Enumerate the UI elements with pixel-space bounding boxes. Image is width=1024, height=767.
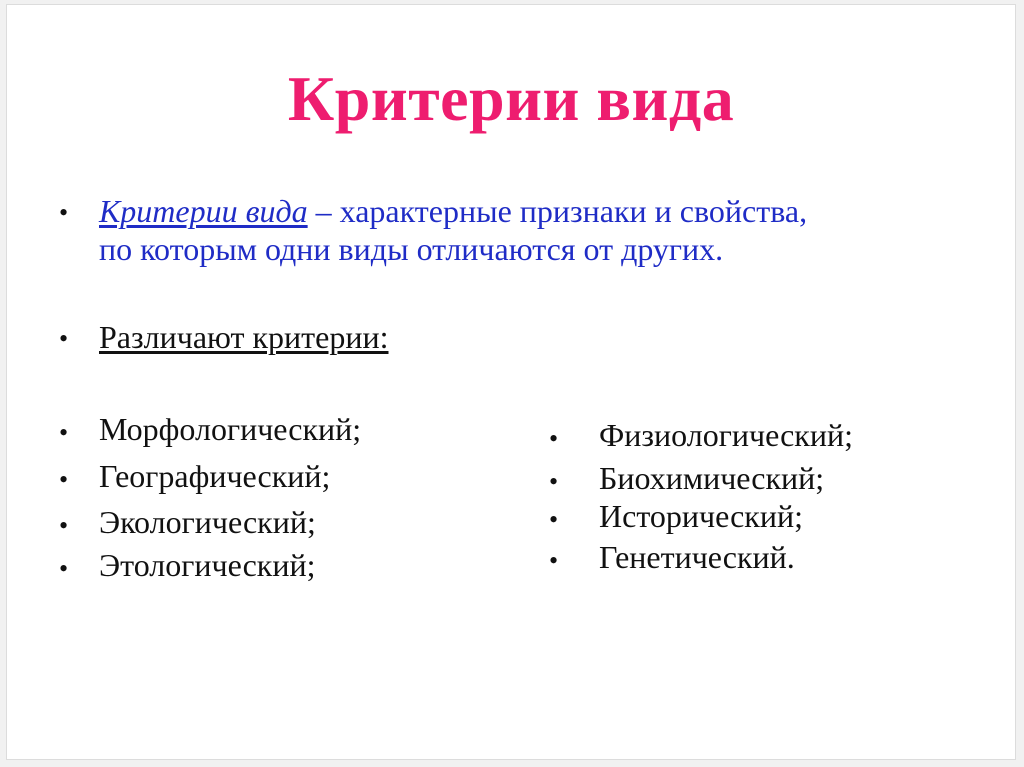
definition-term: Критерии вида [99,193,308,229]
criterion-ecological: Экологический; [99,504,316,540]
bullet-marker: • [59,324,69,353]
definition-line-1 [99,191,807,231]
criterion-physiological: Физиологический; [599,417,853,453]
slide-title: Критерии вида [287,63,735,134]
bullet-marker: • [549,546,559,575]
bullet-marker: • [549,467,559,496]
criterion-biochemical: Биохимический; [599,460,825,496]
criterion-geographical: Географический; [99,458,331,494]
bullet-marker: • [59,198,69,227]
distinguish-heading: Различают критерии: [99,319,389,355]
criterion-genetic: Генетический. [599,539,795,575]
definition-line-2: по которым одни виды отличаются от других. [99,231,724,267]
bullet-marker: • [59,418,69,447]
criterion-historical: Исторический; [599,498,803,534]
bullet-marker: • [59,511,69,540]
bullet-marker: • [549,505,559,534]
bullet-marker: • [549,424,559,453]
criterion-ethological: Этологический; [99,547,316,583]
criterion-morphological: Морфологический; [99,411,362,447]
definition-rest: – характерные признаки и свойства, [307,193,808,229]
slide [6,4,1016,760]
bullet-marker: • [59,554,69,583]
bullet-marker: • [59,465,69,494]
